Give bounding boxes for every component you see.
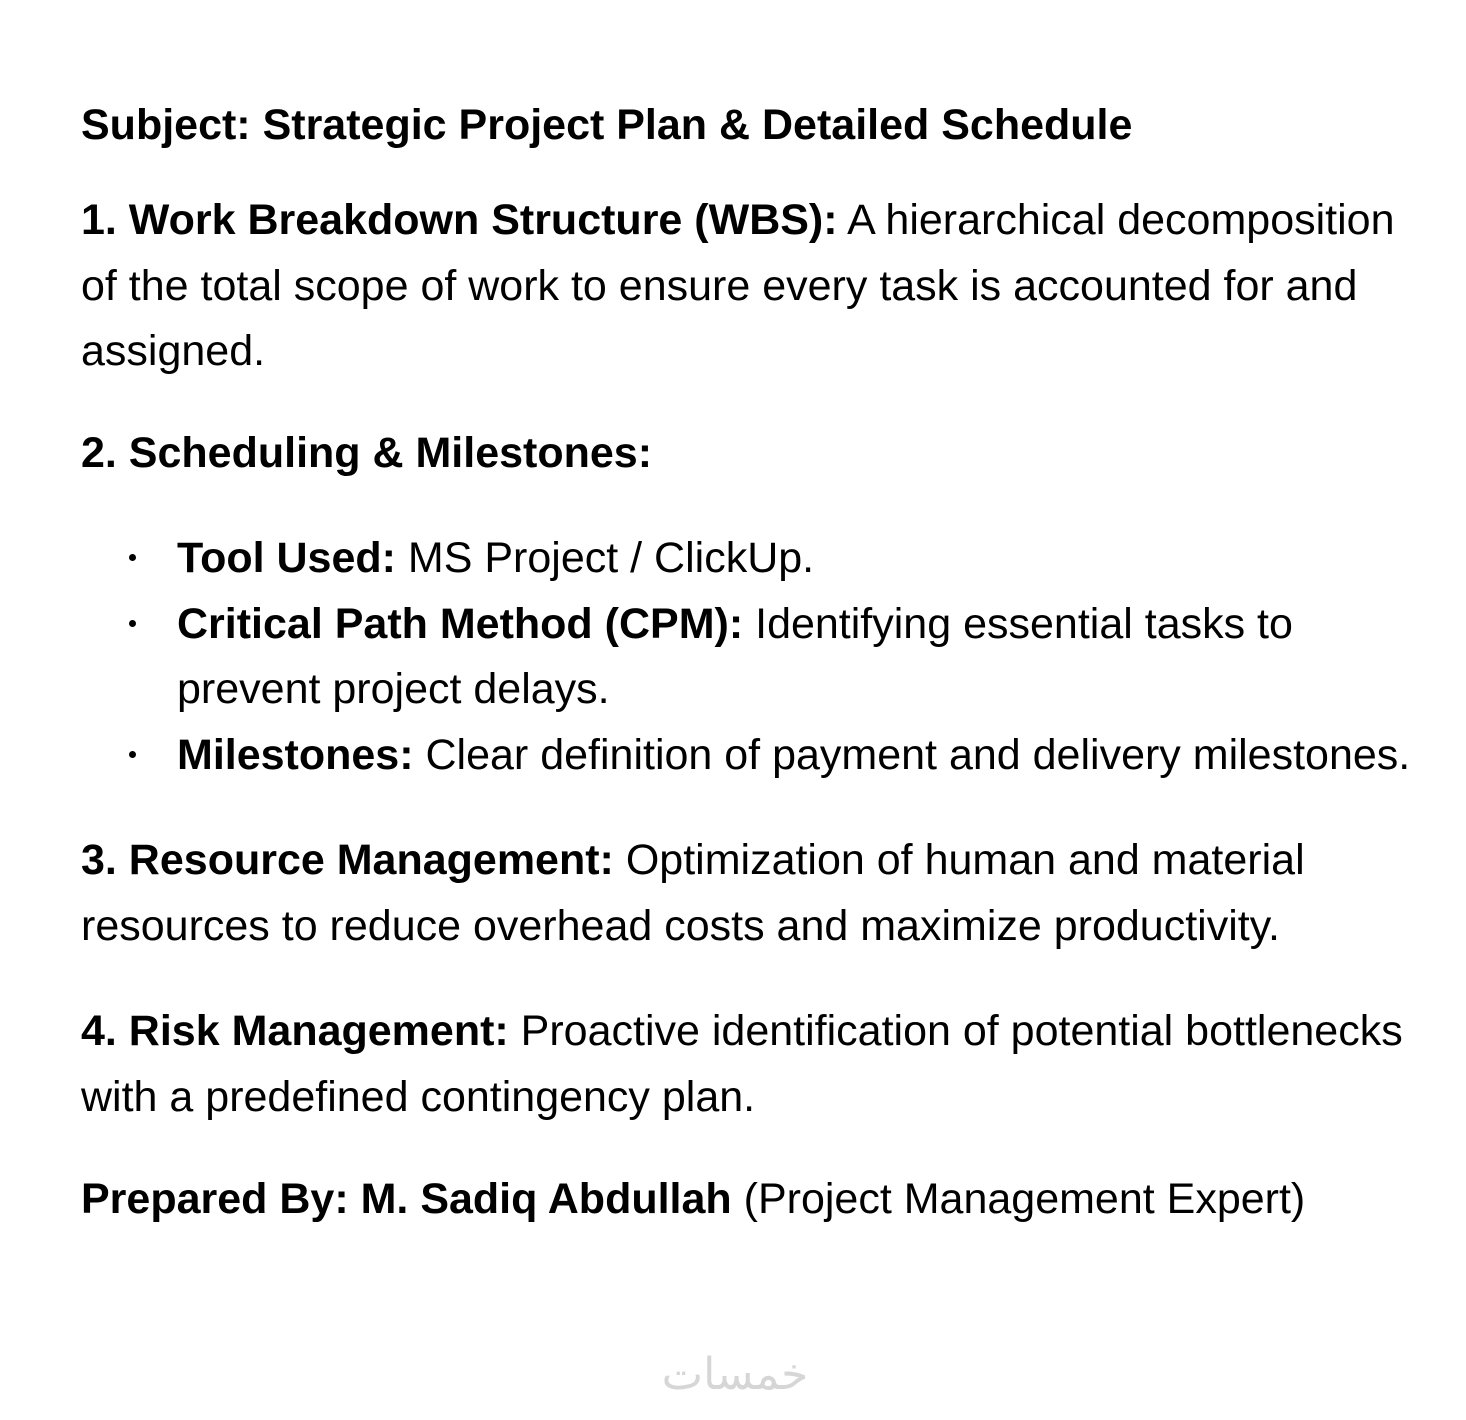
- bullet-tool-used-text: MS Project / ClickUp.: [395, 534, 815, 582]
- document-body: [81, 96, 1421, 1228]
- section-risk-heading: 4. Risk Management:: [81, 1007, 509, 1055]
- prepared-by: [81, 1170, 1421, 1228]
- bullet-dot-icon: [129, 554, 136, 561]
- bullet-dot-icon: [129, 751, 136, 758]
- section-resource: [81, 828, 1421, 959]
- bullet-cpm-label: Critical Path Method (CPM):: [177, 599, 744, 648]
- scheduling-bullet-list: [81, 526, 1421, 788]
- bullet-milestones: [177, 723, 1421, 789]
- bullet-cpm: [177, 592, 1421, 723]
- section-scheduling-heading: 2. Scheduling & Milestones:: [81, 428, 653, 477]
- section-resource-text: Optimization of human and material resources to reduce overhead costs and maximize productivity.: [81, 836, 1305, 950]
- bullet-tool-used-label: Tool Used:: [177, 534, 396, 582]
- prepared-by-role: (Project Management Expert): [731, 1175, 1306, 1223]
- section-wbs: [81, 188, 1421, 385]
- section-risk: [81, 999, 1421, 1130]
- section-resource-heading: 3. Resource Management:: [81, 836, 614, 884]
- watermark-logo: خمسات: [661, 1349, 809, 1400]
- bullet-tool-used: [177, 526, 1421, 592]
- bullet-milestones-text: Clear definition of payment and delivery milestones.: [413, 730, 1411, 779]
- section-wbs-heading: 1. Work Breakdown Structure (WBS):: [81, 196, 838, 244]
- document-subject: Subject: Strategic Project Plan & Detailed Schedule: [81, 101, 1133, 149]
- section-risk-text: Proactive identification of potential bottlenecks with a predefined contingency plan.: [81, 1007, 1403, 1121]
- prepared-by-label: Prepared By: M. Sadiq Abdullah: [81, 1175, 732, 1223]
- bullet-cpm-text: Identifying essential tasks to prevent project delays.: [177, 599, 1293, 713]
- section-wbs-text: A hierarchical decomposition of the total scope of work to ensure every task is accounted for and assigned.: [81, 196, 1395, 375]
- bullet-dot-icon: [129, 620, 136, 627]
- bullet-milestones-label: Milestones:: [177, 730, 414, 779]
- section-scheduling: [81, 421, 1421, 487]
